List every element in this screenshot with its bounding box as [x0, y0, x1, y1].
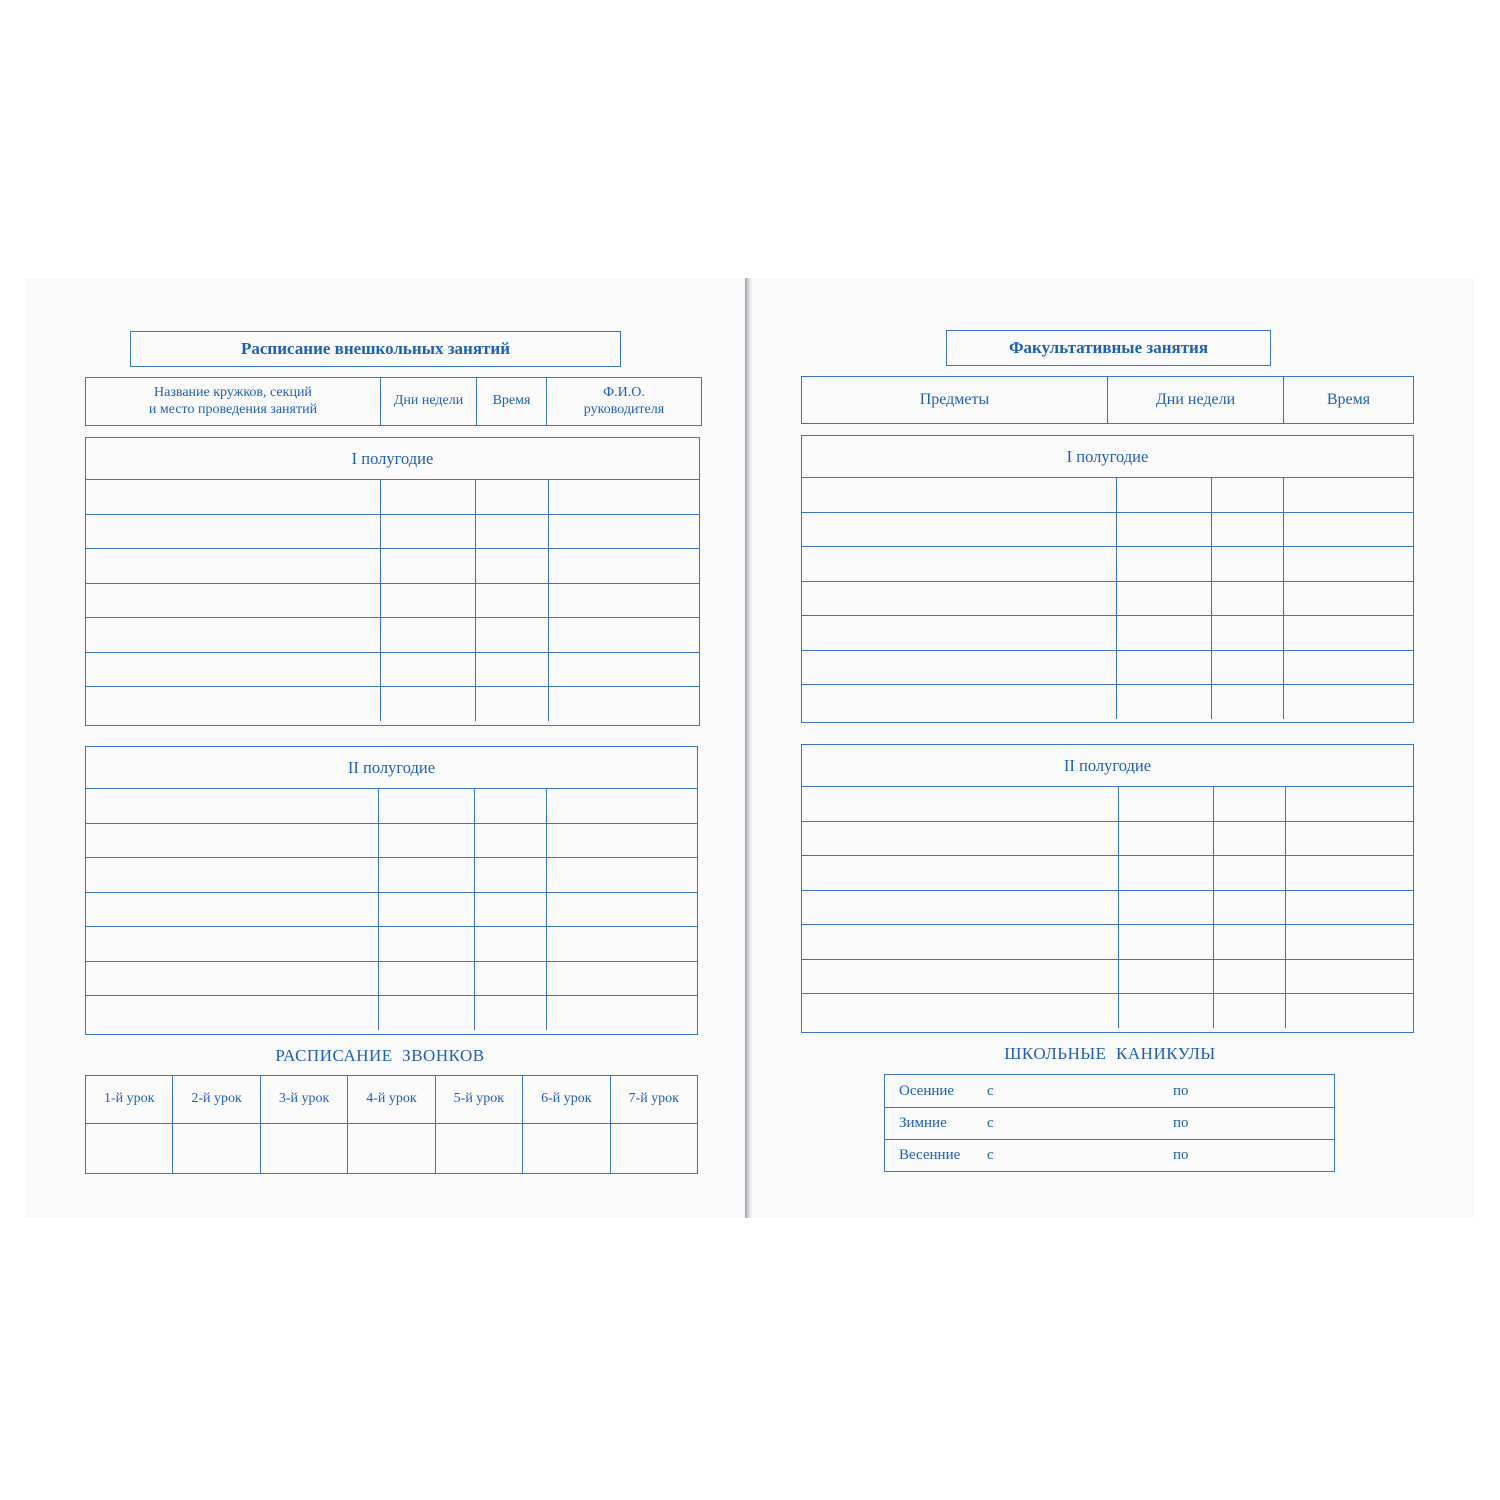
table-row: [86, 823, 697, 858]
lesson-time-cell[interactable]: [260, 1124, 347, 1174]
entry-cell[interactable]: [1283, 650, 1413, 685]
entry-cell[interactable]: [802, 650, 1116, 685]
holiday-to: по: [1173, 1082, 1189, 1099]
table-row: [86, 892, 697, 927]
entry-cell[interactable]: [380, 618, 475, 653]
header-days: Дни недели: [1108, 377, 1284, 424]
entry-cell[interactable]: [1283, 616, 1413, 651]
table-row: [86, 549, 699, 584]
holiday-from: с: [987, 1115, 994, 1131]
entry-cell[interactable]: [546, 858, 697, 893]
holiday-row-spring: [885, 1139, 1334, 1171]
entry-cell[interactable]: [1116, 512, 1211, 547]
entry-cell[interactable]: [380, 652, 475, 687]
right-semester2-title: II полугодие: [802, 745, 1413, 787]
entry-cell[interactable]: [802, 547, 1116, 582]
lesson-7-label: 7-й урок: [610, 1076, 697, 1124]
entry-cell[interactable]: [474, 789, 546, 823]
table-row: [86, 514, 699, 549]
right-semester1-rows: [802, 478, 1413, 719]
entry-cell[interactable]: [378, 823, 474, 858]
entry-cell[interactable]: [474, 823, 546, 858]
entry-cell[interactable]: [1213, 856, 1285, 891]
table-row: [802, 512, 1413, 547]
entry-cell[interactable]: [802, 925, 1118, 960]
entry-cell[interactable]: [546, 789, 697, 823]
entry-cell[interactable]: [475, 514, 548, 549]
lesson-time-cell[interactable]: [173, 1124, 260, 1174]
entry-cell[interactable]: [474, 927, 546, 962]
entry-cell[interactable]: [86, 514, 380, 549]
entry-cell[interactable]: [1285, 787, 1413, 821]
entry-cell[interactable]: [1118, 821, 1213, 856]
entry-cell[interactable]: [546, 927, 697, 962]
entry-cell[interactable]: [86, 652, 380, 687]
entry-cell[interactable]: [802, 856, 1118, 891]
holiday-row-autumn: [885, 1075, 1334, 1107]
left-semester2-block: [85, 746, 698, 1035]
entry-cell[interactable]: [1285, 994, 1413, 1028]
entry-cell[interactable]: [1211, 616, 1283, 651]
bell-schedule-title: РАСПИСАНИЕ ЗВОНКОВ: [275, 1046, 485, 1065]
entry-cell[interactable]: [1213, 925, 1285, 960]
entry-cell[interactable]: [378, 789, 474, 823]
entry-cell[interactable]: [1211, 650, 1283, 685]
lesson-time-cell[interactable]: [348, 1124, 435, 1174]
entry-cell[interactable]: [1283, 581, 1413, 616]
table-row: [86, 789, 697, 823]
holiday-season: Осенние: [899, 1082, 955, 1099]
entry-cell[interactable]: [802, 616, 1116, 651]
lesson-2-label: 2-й урок: [173, 1076, 260, 1124]
entry-cell[interactable]: [380, 687, 475, 721]
entry-cell[interactable]: [1285, 821, 1413, 856]
entry-cell[interactable]: [1118, 856, 1213, 891]
entry-cell[interactable]: [475, 480, 548, 514]
header-leader-line2: руководителя: [583, 401, 665, 417]
lesson-5-label: 5-й урок: [435, 1076, 522, 1124]
holiday-season: Весенние: [899, 1147, 961, 1163]
entry-cell[interactable]: [1213, 994, 1285, 1028]
entry-cell[interactable]: [546, 892, 697, 927]
entry-cell[interactable]: [86, 892, 378, 927]
notebook-spine: [745, 278, 752, 1218]
extracurricular-header-table: [85, 377, 702, 426]
holiday-from: с: [987, 1147, 994, 1163]
entry-cell[interactable]: [475, 652, 548, 687]
entry-cell[interactable]: [802, 890, 1118, 925]
entry-cell[interactable]: [86, 618, 380, 653]
entry-cell[interactable]: [378, 961, 474, 996]
entry-cell[interactable]: [1116, 616, 1211, 651]
entry-cell[interactable]: [475, 618, 548, 653]
entry-cell[interactable]: [475, 583, 548, 618]
entry-cell[interactable]: [86, 789, 378, 823]
header-subjects: Предметы: [802, 377, 1108, 424]
entry-cell[interactable]: [86, 549, 380, 584]
entry-cell[interactable]: [1213, 821, 1285, 856]
table-row: [802, 994, 1413, 1028]
lesson-4-label: 4-й урок: [348, 1076, 435, 1124]
school-holidays-table: [884, 1074, 1335, 1172]
left-semester2-title: II полугодие: [86, 747, 697, 789]
entry-cell[interactable]: [1285, 890, 1413, 925]
header-name: [86, 378, 381, 426]
lesson-time-cell[interactable]: [435, 1124, 522, 1174]
table-row: [802, 821, 1413, 856]
table-row: [802, 478, 1413, 512]
electives-title: Факультативные занятия: [946, 330, 1271, 366]
table-row: [86, 480, 699, 514]
header-leader: [547, 378, 702, 426]
entry-cell[interactable]: [548, 652, 699, 687]
entry-cell[interactable]: [548, 480, 699, 514]
entry-cell[interactable]: [378, 927, 474, 962]
holiday-season: Зимние: [899, 1115, 947, 1131]
entry-cell[interactable]: [548, 549, 699, 584]
entry-cell[interactable]: [380, 583, 475, 618]
lesson-time-cell[interactable]: [86, 1124, 173, 1174]
entry-cell[interactable]: [1211, 478, 1283, 512]
entry-cell[interactable]: [1211, 685, 1283, 719]
entry-cell[interactable]: [86, 961, 378, 996]
entry-cell[interactable]: [1116, 685, 1211, 719]
header-name-line1: Название кружков, секций: [154, 384, 312, 400]
header-time: Время: [1284, 377, 1414, 424]
entry-cell[interactable]: [1116, 650, 1211, 685]
extracurricular-title: Расписание внешкольных занятий: [130, 331, 621, 367]
right-semester2-block: [801, 744, 1414, 1033]
entry-cell[interactable]: [86, 858, 378, 893]
entry-cell[interactable]: [1118, 787, 1213, 821]
entry-cell[interactable]: [548, 514, 699, 549]
table-row: [802, 685, 1413, 719]
entry-cell[interactable]: [380, 549, 475, 584]
school-holidays-title: ШКОЛЬНЫЕ КАНИКУЛЫ: [1004, 1044, 1216, 1063]
entry-cell[interactable]: [380, 480, 475, 514]
header-name-line2: и место проведения занятий: [148, 401, 318, 417]
entry-cell[interactable]: [475, 549, 548, 584]
entry-cell[interactable]: [1213, 787, 1285, 821]
header-leader-line1: Ф.И.О.: [603, 384, 645, 400]
entry-cell[interactable]: [1118, 925, 1213, 960]
bell-schedule-table: [85, 1075, 698, 1174]
entry-cell[interactable]: [474, 961, 546, 996]
lesson-1-label: 1-й урок: [86, 1076, 173, 1124]
entry-cell[interactable]: [1285, 856, 1413, 891]
entry-cell[interactable]: [86, 687, 380, 721]
entry-cell[interactable]: [1283, 478, 1413, 512]
holiday-to: по: [1173, 1147, 1189, 1163]
entry-cell[interactable]: [1213, 959, 1285, 994]
table-row: [86, 687, 699, 721]
entry-cell[interactable]: [1283, 685, 1413, 719]
lesson-3-label: 3-й урок: [260, 1076, 347, 1124]
entry-cell[interactable]: [1118, 890, 1213, 925]
entry-cell[interactable]: [86, 996, 378, 1030]
entry-cell[interactable]: [802, 581, 1116, 616]
entry-cell[interactable]: [548, 618, 699, 653]
lesson-time-cell[interactable]: [610, 1124, 697, 1174]
entry-cell[interactable]: [86, 927, 378, 962]
holiday-to: по: [1173, 1115, 1189, 1131]
entry-cell[interactable]: [378, 892, 474, 927]
left-semester1-block: [85, 437, 700, 726]
table-row: [802, 787, 1413, 821]
entry-cell[interactable]: [1285, 925, 1413, 960]
table-row: [86, 927, 697, 962]
entry-cell[interactable]: [378, 996, 474, 1030]
header-time: Время: [477, 378, 547, 426]
entry-cell[interactable]: [474, 858, 546, 893]
entry-cell[interactable]: [548, 687, 699, 721]
table-row: [802, 547, 1413, 582]
entry-cell[interactable]: [1283, 512, 1413, 547]
entry-cell[interactable]: [1211, 512, 1283, 547]
table-row: [802, 650, 1413, 685]
entry-cell[interactable]: [1116, 581, 1211, 616]
entry-cell[interactable]: [548, 583, 699, 618]
table-row: [86, 961, 697, 996]
entry-cell[interactable]: [1213, 890, 1285, 925]
header-days: Дни недели: [381, 378, 477, 426]
entry-cell[interactable]: [86, 823, 378, 858]
entry-cell[interactable]: [802, 512, 1116, 547]
entry-cell[interactable]: [802, 478, 1116, 512]
holiday-row-winter: [885, 1107, 1334, 1139]
entry-cell[interactable]: [802, 994, 1118, 1028]
entry-cell[interactable]: [802, 787, 1118, 821]
entry-cell[interactable]: [86, 583, 380, 618]
entry-cell[interactable]: [546, 823, 697, 858]
entry-cell[interactable]: [475, 687, 548, 721]
entry-cell[interactable]: [1283, 547, 1413, 582]
entry-cell[interactable]: [1211, 547, 1283, 582]
lesson-time-cell[interactable]: [523, 1124, 610, 1174]
lesson-6-label: 6-й урок: [523, 1076, 610, 1124]
table-row: [802, 959, 1413, 994]
table-row: [86, 618, 699, 653]
entry-cell[interactable]: [1116, 478, 1211, 512]
table-row: [802, 925, 1413, 960]
entry-cell[interactable]: [1118, 994, 1213, 1028]
entry-cell[interactable]: [1211, 581, 1283, 616]
table-row: [802, 856, 1413, 891]
entry-cell[interactable]: [474, 996, 546, 1030]
entry-cell[interactable]: [1118, 959, 1213, 994]
entry-cell[interactable]: [1285, 959, 1413, 994]
table-row: [802, 616, 1413, 651]
table-row: [86, 996, 697, 1030]
entry-cell[interactable]: [802, 821, 1118, 856]
right-semester1-title: I полугодие: [802, 436, 1413, 478]
left-semester2-rows: [86, 789, 697, 1030]
left-semester1-rows: [86, 480, 699, 721]
table-row: [86, 858, 697, 893]
entry-cell[interactable]: [380, 514, 475, 549]
right-semester2-rows: [802, 787, 1413, 1028]
entry-cell[interactable]: [546, 996, 697, 1030]
entry-cell[interactable]: [474, 892, 546, 927]
holiday-from: с: [987, 1082, 994, 1099]
entry-cell[interactable]: [802, 959, 1118, 994]
entry-cell[interactable]: [802, 685, 1116, 719]
table-row: [802, 581, 1413, 616]
entry-cell[interactable]: [378, 858, 474, 893]
entry-cell[interactable]: [546, 961, 697, 996]
entry-cell[interactable]: [86, 480, 380, 514]
table-row: [86, 583, 699, 618]
right-semester1-block: [801, 435, 1414, 723]
table-row: [86, 652, 699, 687]
entry-cell[interactable]: [1116, 547, 1211, 582]
left-semester1-title: I полугодие: [86, 438, 699, 480]
table-row: [802, 890, 1413, 925]
electives-header-table: [801, 376, 1414, 424]
